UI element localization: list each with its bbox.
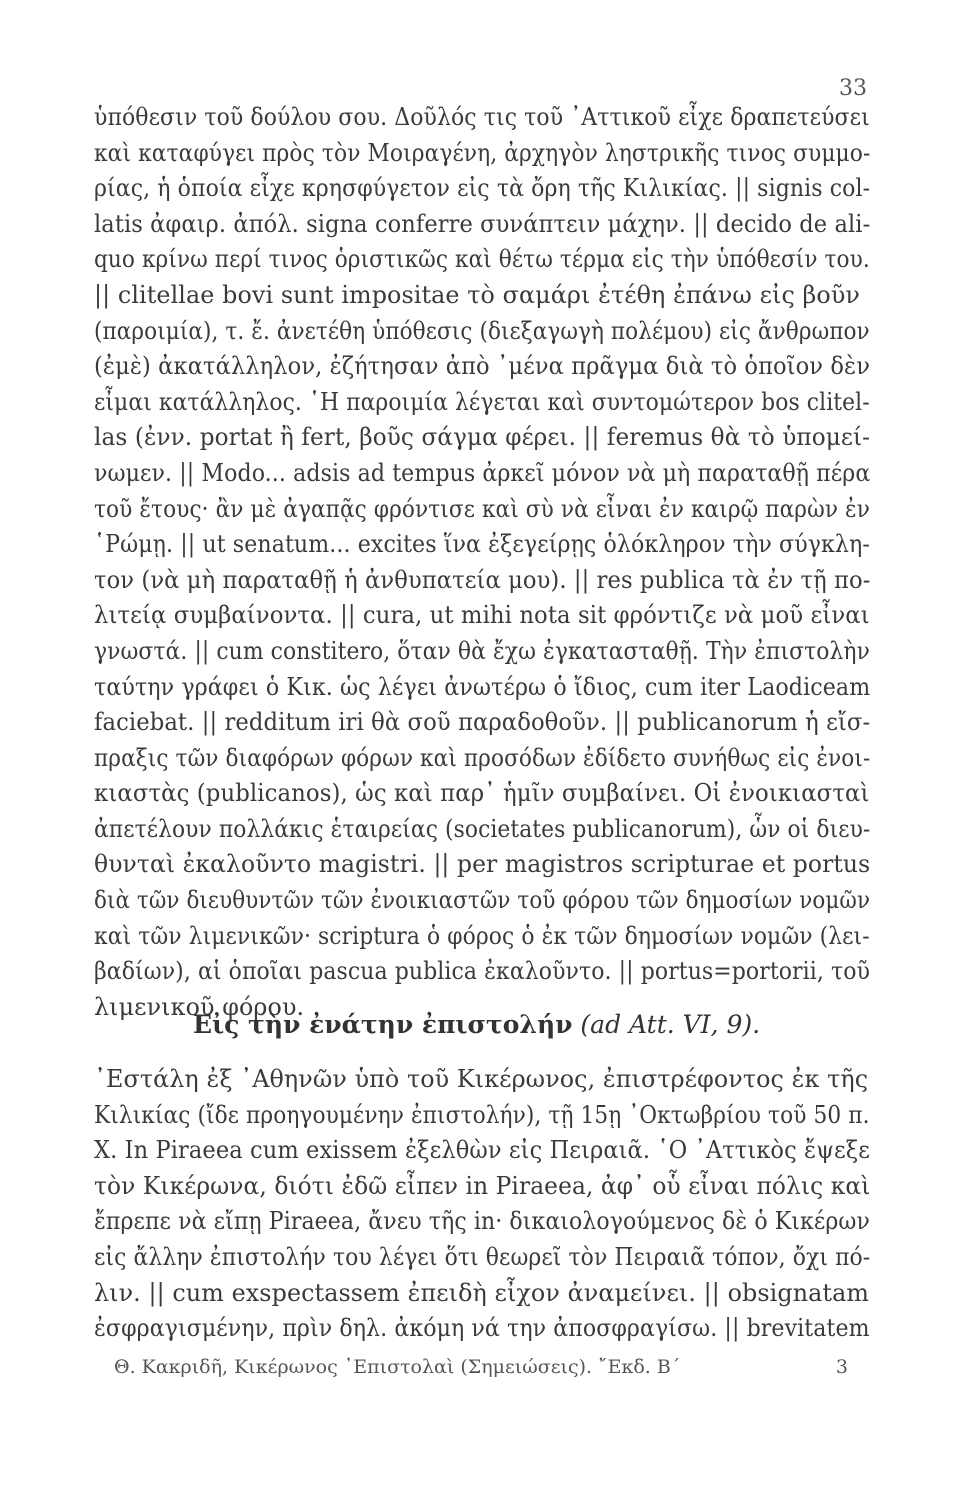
text-line: ὑπόθεσιν τοῦ δούλου σου. Δοῦλός τις τοῦ ᾿Αττικοῦ εἶχε δραπετεύσει — [94, 103, 870, 131]
text-line: quo κρίνω περί τινος ὁριστικῶς καὶ θέτω τέρμα εἰς τὴν ὑπόθεσίν του. — [94, 245, 870, 274]
text-line: las (ἐνν. portat ἢ fert, βοῦς σάγμα φέρει. || feremus θὰ τὸ ὑπομεί- — [94, 423, 871, 452]
text-line: λιν. || cum exspectassem ἐπειδὴ εἶχον ἀναμείνει. || obsignatam — [94, 1278, 870, 1307]
text-line: τοῦ ἔτους· ἂν μὲ ἀγαπᾷς φρόντισε καὶ σὺ νὰ εἶναι ἐν καιρῷ παρὼν ἐν — [94, 494, 870, 523]
text-line: λιτείᾳ συμβαίνοντα. || cura, ut mihi nota sit φρόντιζε νὰ μοῦ εἶναι — [94, 601, 870, 630]
text-line: βαδίων), αἱ ὁποῖαι pascua publica ἐκαλοῦντο. || portus=portorii, τοῦ — [94, 957, 871, 986]
page-footer — [114, 1356, 874, 1378]
commentary-text — [94, 100, 870, 1025]
text-line: ῾Ρώμῃ. || ut senatum... excites ἵνα ἐξεγείρῃς ὁλόκληρον τὴν σύγκλη- — [94, 530, 870, 559]
text-line: νωμεν. || Modo... adsis ad tempus ἀρκεῖ μόνον νὰ μὴ παραταθῇ πέρα — [94, 458, 871, 487]
text-line: || clitellae bovi sunt impositae τὸ σαμάρι ἐτέθη ἐπάνω εἰς βοῦν — [94, 280, 860, 309]
text-line: faciebat. || redditum iri θὰ σοῦ παραδοθοῦν. || publicanorum ἡ εἴσ- — [94, 708, 871, 737]
text-line: ᾿Εστάλη ἐξ ᾿Αθηνῶν ὑπὸ τοῦ Κικέρωνος, ἐπιστρέφοντος ἐκ τῆς — [94, 1065, 869, 1093]
text-line: γνωστά. || cum constitero, ὅταν θὰ ἔχω ἐγκατασταθῇ. Τὴν ἐπιστολὴν — [94, 636, 870, 665]
text-line: ἐσφραγισμένην, πρὶν δηλ. ἀκόμη νά την ἀποσφραγίσω. || brevitatem — [94, 1314, 870, 1343]
text-line: Κιλικίας (ἴδε προηγουμένην ἐπιστολήν), τῇ 15ῃ ᾿Οκτωβρίου τοῦ 50 π. — [94, 1100, 870, 1129]
text-line: Χ. In Piraeea cum exissem ἐξελθὼν εἰς Πειραιᾶ. ῾Ο ᾿Αττικὸς ἔψεξε — [94, 1136, 871, 1165]
text-line: διὰ τῶν διευθυντῶν τῶν ἐνοικιαστῶν τοῦ φόρου τῶν δημοσίων νομῶν — [94, 886, 871, 915]
text-line: (ἐμὲ) ἀκατάλληλον, ἐζήτησαν ἀπὸ ᾽μένα πρᾶγμα διὰ τὸ ὁποῖον δὲν — [94, 352, 871, 381]
text-line: λιμενικοῦ φόρου. — [94, 992, 305, 1021]
text-line: ἔπρεπε νὰ εἴπῃ Piraeea, ἄνευ τῆς in· δικαιολογούμενος δὲ ὁ Κικέρων — [94, 1207, 870, 1236]
text-line: τον (νὰ μὴ παραταθῇ ἡ ἀνθυπατεία μου). || res publica τὰ ἐν τῇ πο- — [94, 565, 871, 594]
page-number: 33 — [839, 76, 867, 101]
text-line: ταύτην γράφει ὁ Κικ. ὡς λέγει ἀνωτέρω ὁ ἴδιος, cum iter Laodiceam — [94, 672, 871, 701]
section-heading-greek: Εἰς τὴν ἐνάτην ἐπιστολήν — [192, 1010, 573, 1039]
text-line: καὶ τῶν λιμενικῶν· scriptura ὁ φόρος ὁ ἐκ τῶν δημοσίων νομῶν (λει- — [94, 921, 870, 950]
text-line: θυνταὶ ἐκαλοῦντο magistri. || per magistros scripturae et portus — [94, 850, 871, 879]
text-line: πραξις τῶν διαφόρων φόρων καὶ προσόδων ἐδίδετο συνήθως εἰς ἐνοι- — [94, 743, 871, 772]
text-line: τὸν Κικέρωνα, διότι ἐδῶ εἶπεν in Piraeea, ἀφ᾽ οὗ εἶναι πόλις καὶ — [94, 1171, 871, 1200]
text-line: (παροιμία), τ. ἔ. ἀνετέθη ὑπόθεσις (διεξαγωγὴ πολέμου) εἰς ἄνθρωπον — [94, 316, 870, 345]
section-text — [94, 1062, 870, 1347]
footer-text: Θ. Κακριδῆ, Κικέρωνος ᾿Επιστολαὶ (Σημειώσεις). ῎Εκδ. Β΄ — [114, 1356, 681, 1378]
signature-mark: 3 — [835, 1356, 848, 1378]
text-line: κιαστὰς (publicanos), ὡς καὶ παρ᾽ ἡμῖν συμβαίνει. Οἱ ἐνοικιασταὶ — [94, 779, 870, 808]
text-line: ρίας, ἡ ὁποία εἶχε κρησφύγετον εἰς τὰ ὄρη τῆς Κιλικίας. || signis col- — [94, 174, 871, 203]
section-heading-reference: (ad Att. VI, 9). — [580, 1010, 761, 1039]
text-line: ἀπετέλουν πολλάκις ἑταιρείας (societates publicanorum), ὧν οἱ διευ- — [94, 814, 871, 843]
text-line: latis ἀφαιρ. ἀπόλ. signa conferre συνάπτειν μάχην. || decido de ali- — [94, 209, 871, 238]
text-line: εἶμαι κατάλληλος. ῾Η παροιμία λέγεται καὶ συντομώτερον bos clitel- — [94, 387, 870, 416]
text-line: εἰς ἄλλην ἐπιστολήν του λέγει ὅτι θεωρεῖ τὸν Πειραιᾶ τόπον, ὄχι πό- — [94, 1242, 871, 1271]
section-heading — [0, 1010, 953, 1039]
text-line: καὶ καταφύγει πρὸς τὸν Μοιραγένη, ἀρχηγὸν ληστρικῆς τινος συμμο- — [94, 138, 871, 167]
